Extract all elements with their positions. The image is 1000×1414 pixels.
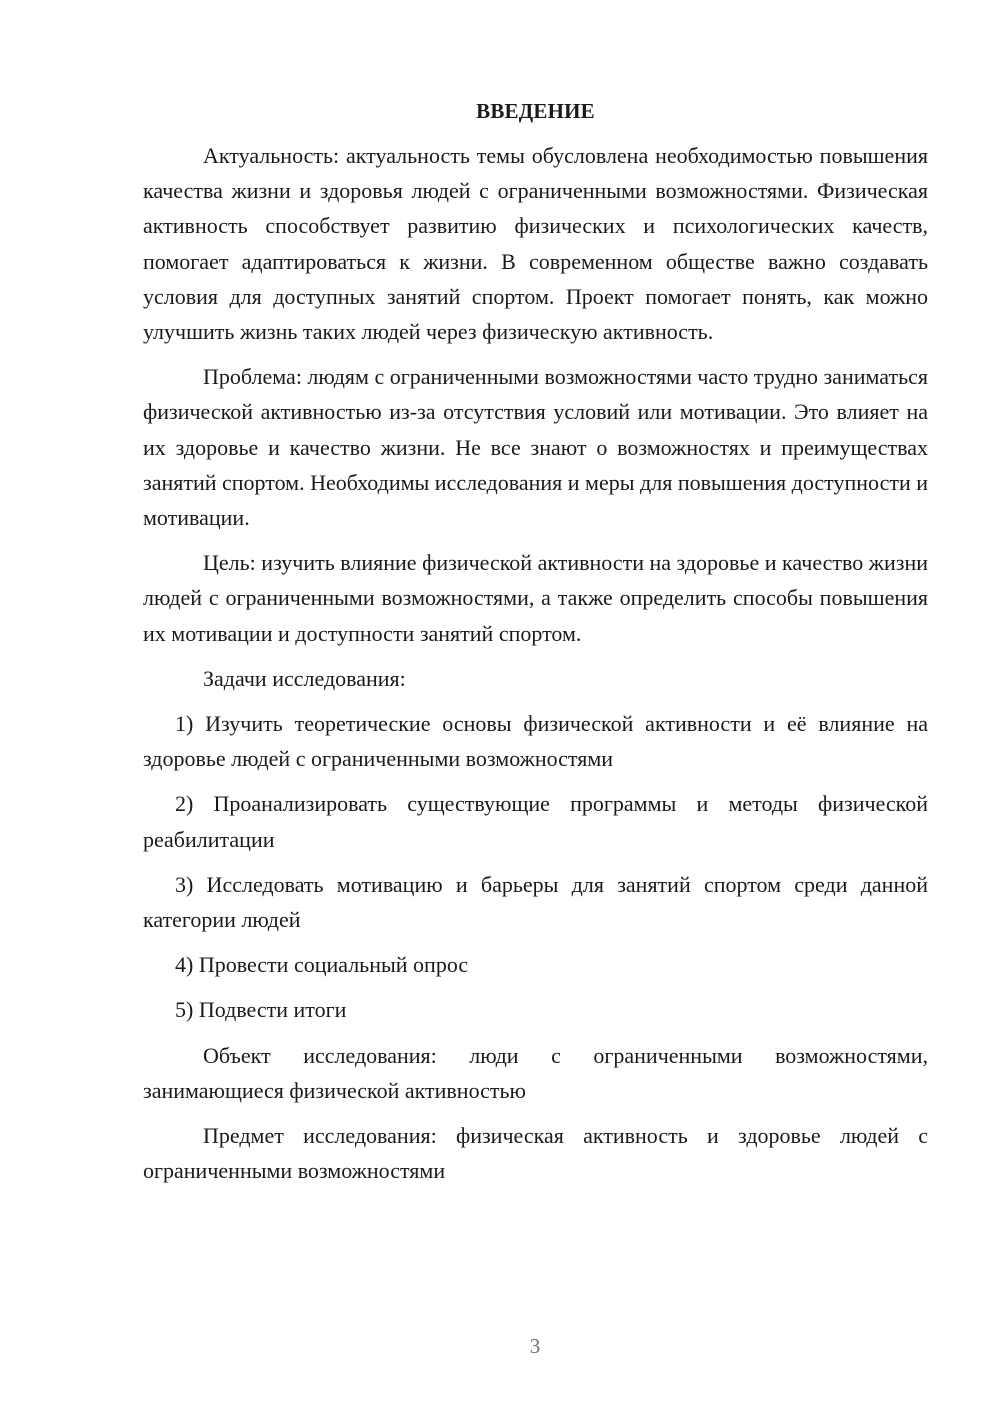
- paragraph-goal: Цель: изучить влияние физической активности на здоровье и качество жизни людей с ограниченными возможностями, а также определить способы повышения их мотивации и доступности занятий спортом.: [143, 550, 928, 646]
- task-item-4: 4) Провести социальный опрос: [175, 952, 469, 978]
- task-item-2: 2) Проанализировать существующие программы и методы физической реабилитации: [143, 791, 928, 852]
- page-number: 3: [529, 1334, 541, 1358]
- paragraph-object: Объект исследования: люди с ограниченными возможностями, занимающиеся физической активностью: [143, 1042, 928, 1103]
- paragraph-tasks-heading: Задачи исследования:: [203, 665, 406, 691]
- paragraph-problem: Проблема: людям с ограниченными возможностями часто трудно заниматься физической активностью из-за отсутствия условий или мотивации. Это влияет на их здоровье и качество жизни. Не все знают о возможностях и преимуществах занятий спортом. Необходимы исследования и меры для повышения доступности и мотивации.: [143, 364, 928, 531]
- paragraph-subject: Предмет исследования: физическая активность и здоровье людей с ограниченными возможностями: [143, 1123, 928, 1184]
- page-content: [143, 94, 928, 1198]
- task-item-3: 3) Исследовать мотивацию и барьеры для занятий спортом среди данной категории людей: [143, 871, 928, 933]
- task-item-5: 5) Подвести итоги: [175, 997, 347, 1023]
- section-title: ВВЕДЕНИЕ: [476, 99, 595, 123]
- paragraph-relevance: Актуальность: актуальность темы обусловлена необходимостью повышения качества жизни и здоровья людей с ограниченными возможностями. Физическая активность способствует развитию физических и психологических качеств, помогает адаптироваться к жизни. В современном обществе важно создавать условия для доступных занятий спортом. Проект помогает понять, как можно улучшить жизнь таких людей через физическую активность.: [143, 143, 928, 345]
- task-item-1: 1) Изучить теоретические основы физической активности и её влияние на здоровье людей с ограниченными возможностями: [143, 711, 928, 772]
